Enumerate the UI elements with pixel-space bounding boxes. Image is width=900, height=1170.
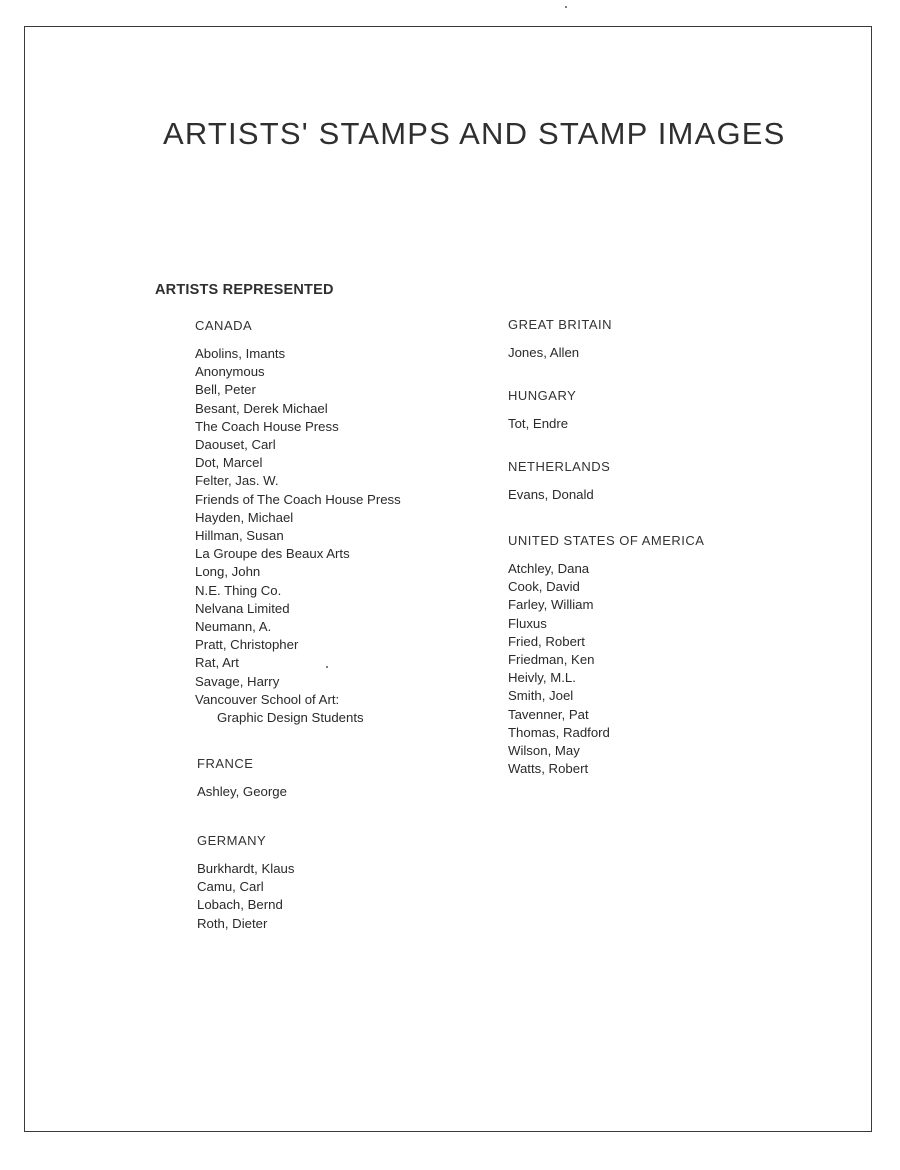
page-title: ARTISTS' STAMPS AND STAMP IMAGES xyxy=(163,116,786,151)
artist-name: The Coach House Press xyxy=(195,418,339,434)
artist-name: Friedman, Ken xyxy=(508,652,595,668)
artist-name: Roth, Dieter xyxy=(197,915,268,931)
artist-name: La Groupe des Beaux Arts xyxy=(195,546,350,562)
country-heading: GERMANY xyxy=(197,833,267,848)
country-heading: NETHERLANDS xyxy=(508,459,611,474)
artist-list xyxy=(197,860,295,933)
page-border xyxy=(24,26,872,1132)
artist-name: Thomas, Radford xyxy=(508,724,610,740)
artist-name: Atchley, Dana xyxy=(508,561,590,576)
country-heading: CANADA xyxy=(195,318,253,333)
artist-list xyxy=(508,344,612,362)
artist-name: Lobach, Bernd xyxy=(197,897,283,913)
artist-name: Graphic Design Students xyxy=(217,710,364,726)
artist-name: Burkhardt, Klaus xyxy=(197,861,295,876)
country-group-germany xyxy=(197,833,295,933)
artist-name: Farley, William xyxy=(508,597,594,613)
country-group-united-states xyxy=(508,533,704,778)
artist-name: Nelvana Limited xyxy=(195,600,290,616)
country-heading: UNITED STATES OF AMERICA xyxy=(508,533,705,548)
artist-name: Hayden, Michael xyxy=(195,509,294,525)
country-heading: HUNGARY xyxy=(508,388,577,403)
artist-list xyxy=(508,415,576,433)
artist-name: Bell, Peter xyxy=(195,382,256,398)
artist-name: Wilson, May xyxy=(508,743,580,759)
scan-speck xyxy=(565,6,567,8)
artist-name: Tavenner, Pat xyxy=(508,706,589,722)
artist-name: Felter, Jas. W. xyxy=(195,473,279,489)
artist-name: Savage, Harry xyxy=(195,673,280,689)
artist-name: Daouset, Carl xyxy=(195,437,276,453)
artist-name: Anonymous xyxy=(195,364,265,380)
artist-name: Rat, Art xyxy=(195,655,239,671)
artist-name: Camu, Carl xyxy=(197,879,264,895)
artist-name: Friends of The Coach House Press xyxy=(195,491,401,507)
artist-name: Fried, Robert xyxy=(508,633,585,649)
artist-name: Evans, Donald xyxy=(508,487,594,502)
section-heading-artists-represented: ARTISTS REPRESENTED xyxy=(155,282,334,298)
country-group-netherlands xyxy=(508,459,610,504)
artist-name: Ashley, George xyxy=(197,784,287,799)
country-group-hungary xyxy=(508,388,576,433)
artist-name: Fluxus xyxy=(508,615,547,631)
artist-name: Jones, Allen xyxy=(508,345,580,360)
artist-name: Neumann, A. xyxy=(195,619,272,635)
artist-name: Tot, Endre xyxy=(508,416,569,431)
scan-speck xyxy=(326,666,328,668)
country-group-canada xyxy=(195,318,401,727)
artist-name: Pratt, Christopher xyxy=(195,637,299,653)
artist-name: Watts, Robert xyxy=(508,761,589,777)
artist-name: Vancouver School of Art: xyxy=(195,691,340,707)
artist-name: Hillman, Susan xyxy=(195,528,284,544)
artist-name: Smith, Joel xyxy=(508,688,574,704)
artist-name: Dot, Marcel xyxy=(195,455,263,471)
artist-list xyxy=(197,783,287,801)
country-group-great-britain xyxy=(508,317,612,362)
artist-list xyxy=(508,486,610,504)
country-heading: FRANCE xyxy=(197,756,254,771)
country-group-france xyxy=(197,756,287,801)
artist-name: N.E. Thing Co. xyxy=(195,582,282,598)
country-heading: GREAT BRITAIN xyxy=(508,317,613,332)
artist-list xyxy=(508,560,704,778)
artist-list xyxy=(195,345,401,727)
artist-name: Besant, Derek Michael xyxy=(195,400,328,416)
artist-name: Long, John xyxy=(195,564,261,580)
artist-name: Heivly, M.L. xyxy=(508,670,576,686)
artist-name: Cook, David xyxy=(508,579,580,595)
artist-name: Abolins, Imants xyxy=(195,346,286,361)
